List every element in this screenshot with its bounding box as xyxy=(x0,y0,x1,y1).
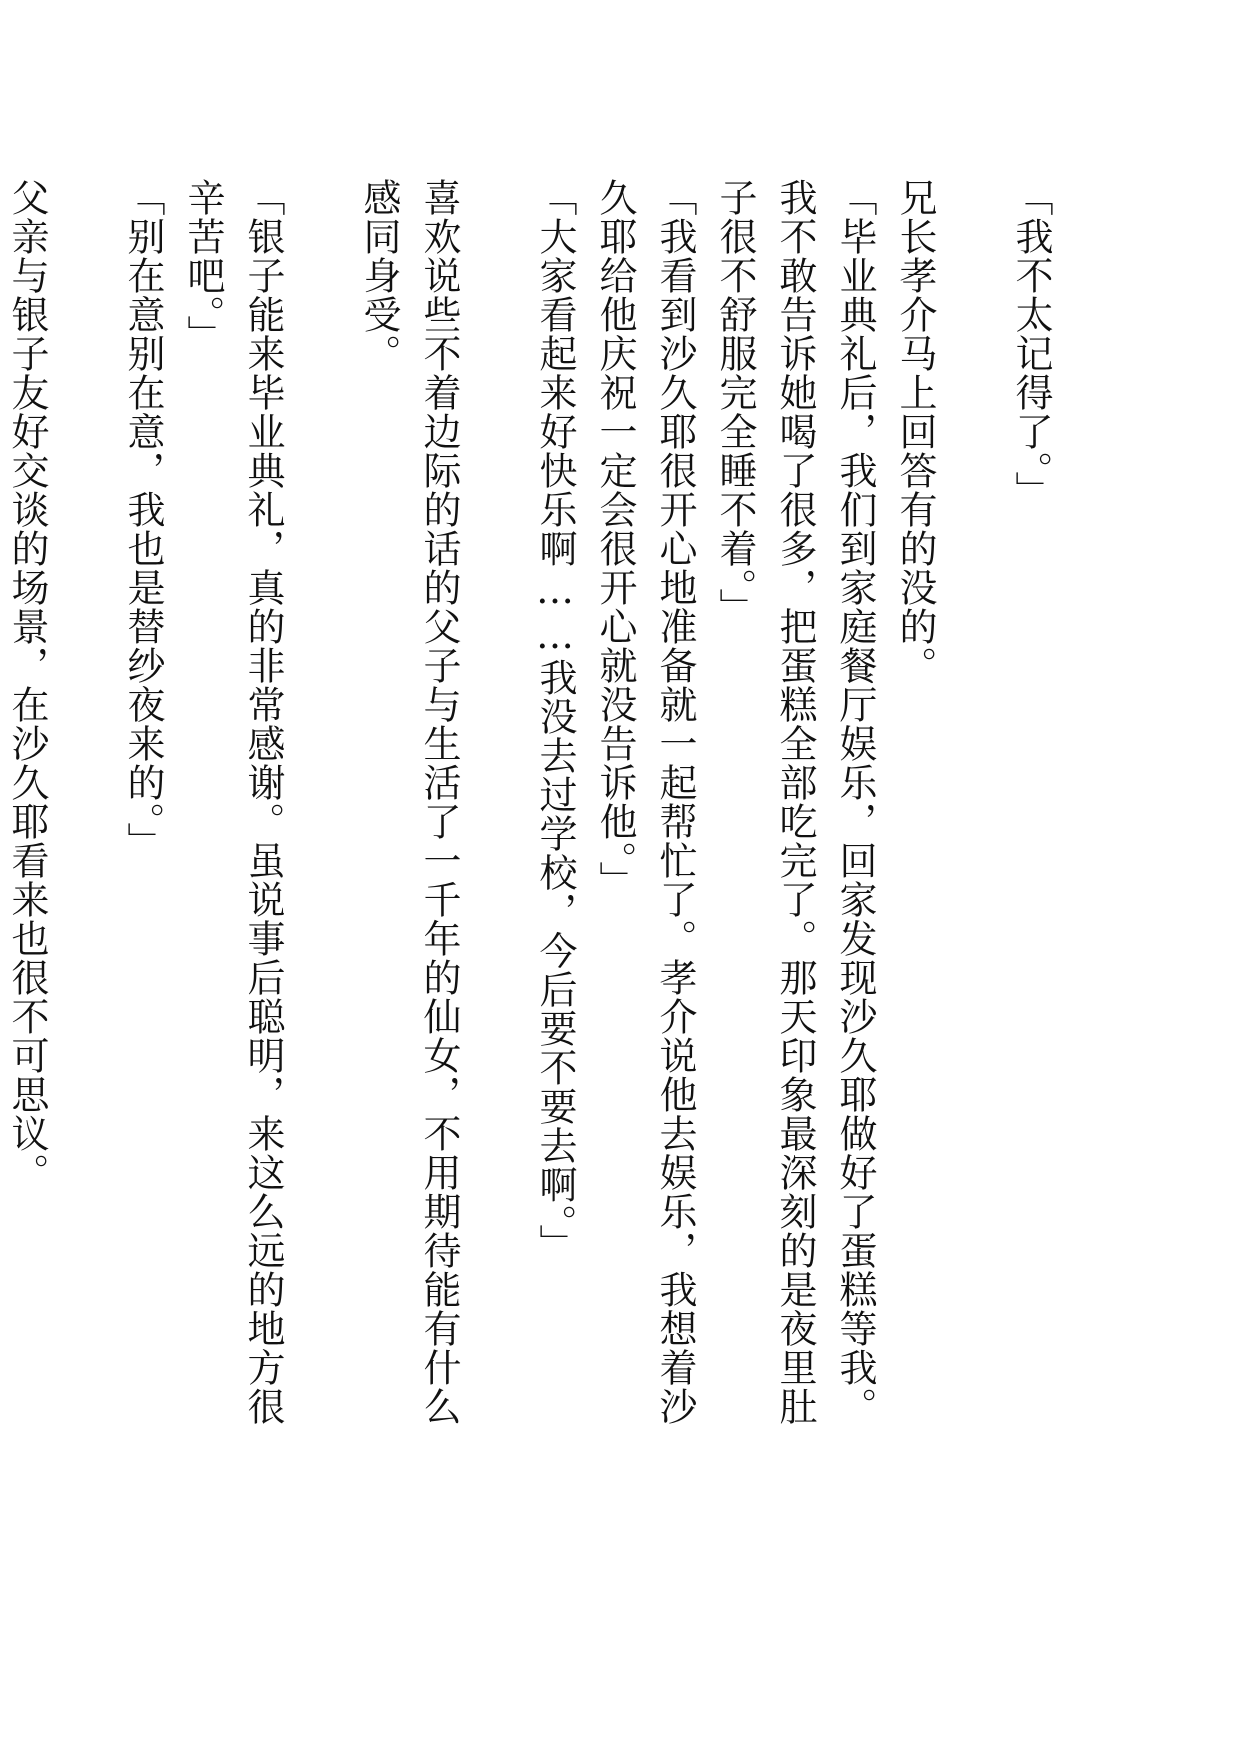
text-column: 兄长孝介马上回答有的没的。 xyxy=(893,178,937,685)
text-column: 「大家看起来好快乐啊……我没去过学校，今后要不要去啊。」 xyxy=(533,178,577,1263)
text-column: 「我看到沙久耶很开心地准备就一起帮忙了。孝介说他去娱乐，我想着沙 xyxy=(653,178,697,1426)
text-column: 久耶给他庆祝一定会很开心就没告诉他。」 xyxy=(593,178,637,900)
vertical-text-block xyxy=(5,178,1053,1598)
text-column: 感同身受。 xyxy=(357,178,401,373)
text-column: 「别在意别在意，我也是替纱夜来的。」 xyxy=(121,178,165,861)
text-column: 我不敢告诉她喝了很多，把蛋糕全部吃完了。那天印象最深刻的是夜里肚 xyxy=(773,178,817,1426)
text-column: 「毕业典礼后，我们到家庭餐厅娱乐，回家发现沙久耶做好了蛋糕等我。 xyxy=(833,178,877,1426)
text-column: 「银子能来毕业典礼，真的非常感谢。虽说事后聪明，来这么远的地方很 xyxy=(241,178,285,1426)
text-column: 子很不舒服完全睡不着。」 xyxy=(713,178,757,627)
text-column: 辛苦吧。」 xyxy=(181,178,225,354)
text-column: 「我不太记得了。」 xyxy=(1009,178,1053,510)
text-column: 喜欢说些不着边际的话的父子与生活了一千年的仙女，不用期待能有什么 xyxy=(417,178,461,1426)
text-column: 父亲与银子友好交谈的场景，在沙久耶看来也很不可思议。 xyxy=(5,178,49,1192)
